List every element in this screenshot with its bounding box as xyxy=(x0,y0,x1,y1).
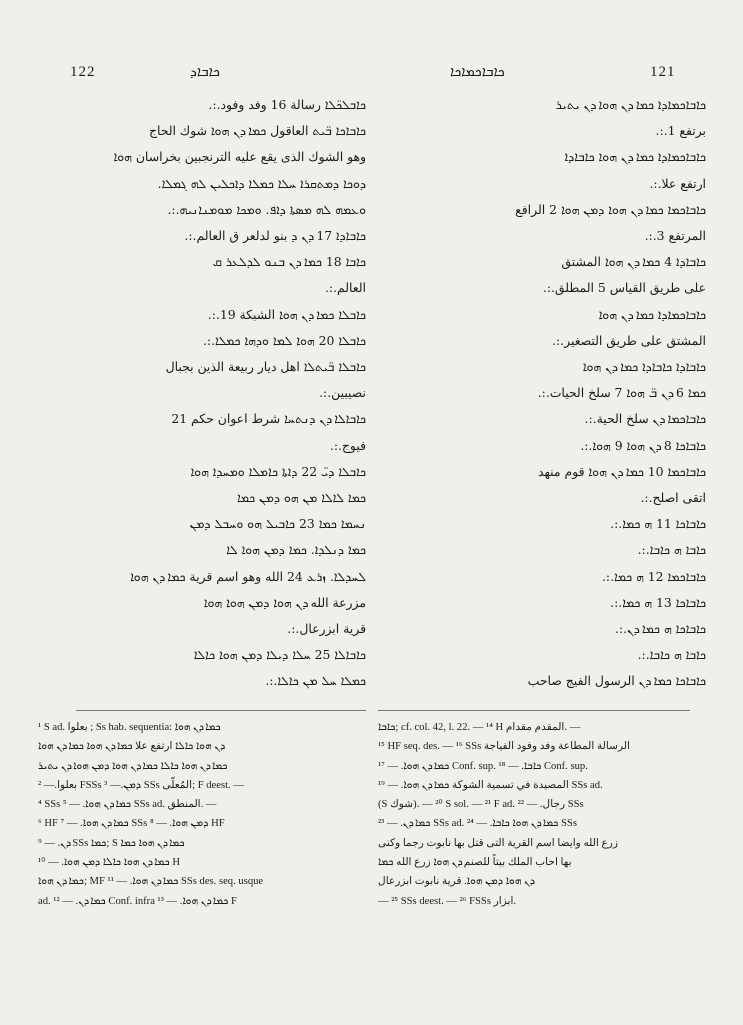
right-footnote-rule xyxy=(378,710,690,711)
entry-line: فيوج.:. xyxy=(329,437,366,453)
entry-line: ܟܐܒܐܟܡܐܕܐ ܟܡܐ ܕܢ ܗܘܐ xyxy=(598,306,706,322)
footnote-line: ¹ S ad. بعلوا ; Ss hab. sequentia: ܟܡܐ ܕܢ ܗܘܐ xyxy=(38,722,221,733)
footnote-line: (S شوك). — ²⁰ S sol. — ²¹ F ad. رجال. — ²² SSs xyxy=(378,799,584,811)
entry-line: ܟܐܒܐܠܐ ܕܢ ܕܢܬܚܐ شرط اعوان حكم 21 xyxy=(171,411,366,427)
entry-line: ܟܐܒܐܠܐ 25 ܚܠܐ ܕܝܠܐ ܕܡܢ ܗܘܐ ܟܐܠܐ xyxy=(193,647,366,663)
left-page-number: 122 xyxy=(70,64,96,80)
entry-line: ܟܡܐ ܠܐܠܐ ܡܢ ܗܘ ܕܡܢ ܟܡܐ xyxy=(236,490,366,506)
entry-line: ܟܡܐ ܕܢܠܕܐ. ܟܡܐ ܕܡܢ ܗܘܐ ܠܐ xyxy=(226,542,366,558)
entry-line: ܟܐܒܐ ܗ ܟܐܒܐ.:. xyxy=(637,542,706,558)
right-column-text xyxy=(376,92,706,692)
left-column-text xyxy=(36,92,366,692)
entry-line: ܟܐܒܐ 18 ܟܡܐ ܕܢ ܒܢܘ ܠܕܠܥܪ ܩ xyxy=(212,254,366,270)
entry-line: ܠܚܕܠܐ. ܙܪܥ 24 الله وهو اسم قرية ܟܡܐ ܕܢ ܗܘܐ xyxy=(130,568,366,584)
right-footnotes xyxy=(378,718,710,1018)
entry-line: ܟܐܒܠܟ̈ܠܐ رسالة 16 وفد وفود.:. xyxy=(208,97,366,112)
footnote-line: ܟܡܐ ܕܢ ܗܘܐ ܟܐܠܐ ܕܡܢ ܗܘܐ. — ¹⁰ H xyxy=(38,857,181,869)
entry-line: ܕܘܟܐ ܕܡܬܩܪܐ ܚܠܐ ܟܡܠܐ ܕܐܟܠܝܢ ܠܗ ܓܡܠܐ. xyxy=(157,175,366,191)
footnote-line: زرع الله وايضا اسم القرية التى قتل بها نابوت رجما وكنى xyxy=(378,837,619,849)
entry-line: ܟܐܒܐ ܗ ܟܐܒܐ.:. xyxy=(637,647,706,663)
entry-line: ܟܐܒܐܟܡܐ 12 ܗ ܟܡܐ.:. xyxy=(601,568,706,584)
footnote-line: ¹⁵ HF seq. des. — ¹⁶ SSs الرسالة المطاعة وفد وفود الفياجة xyxy=(378,741,631,753)
footnote-line: ܕܢ ܗܘܐ ܟܐܠܐ ارتفع علا ܟܡܐ ܕܢ ܗܘܐ ܟܡܐ ܕܢ ܗܘܐ xyxy=(38,741,224,753)
entry-line: ܟܐܒܐܟܐ ܟܡܐ ܕܢ الرسول الفيج صاحب xyxy=(527,673,706,689)
footnote-line: — ²⁵ SSs deest. — ²⁶ FSSs ابزار. xyxy=(378,895,517,907)
left-running-title: ܟܐܒܐܕ xyxy=(190,64,220,80)
entry-line: ܟܐܒܐܕܐ 4 ܟܡܐ ܕܢ ܗܘܐ المشتق xyxy=(561,254,706,270)
entry-line: ܟܐܒܠܐ ܟܡܐ ܕܢ ܗܘܐ الشبكة 19.:. xyxy=(207,306,366,322)
entry-line: ܟܐܒܠܐ ܕܝ̈ 22 ܕܐܬܐ ܟܐܡܠܐ ܘܡܚܕܐ ܗܘܐ xyxy=(190,463,366,479)
entry-line: نصيبين.:. xyxy=(319,385,366,401)
entry-line: على طريق القياس 5 المطلق.:. xyxy=(542,280,706,296)
entry-line: ܟܐܒܐܟܐ 13 ܗ ܟܡܐ.:. xyxy=(610,594,706,610)
entry-line: ܘܥܡܗ ܠܗ ܡܣܬܐ ܕܐܦ. ܘܡܟܐ ܡܘܡܢܐܢܝܗ.:. xyxy=(167,201,366,217)
right-page-number: 121 xyxy=(650,64,676,80)
footnote-line: ⁴ SSs ܟܡܐ ܕܢ ܗܘܐ. — ⁵ SSs ad. المنطق. — xyxy=(38,799,217,811)
entry-line: برتفع 1.:. xyxy=(655,123,706,139)
left-footnote-rule xyxy=(76,710,366,711)
entry-line: ܟܐܒܐܟܐ ܗ ܟܡܐ ܕܢ.:. xyxy=(614,621,706,637)
footnote-line: ܕܢ. — ⁹ SSs ܟܡܐ; S ܟܡܐ ܕܢ ܗܘܐ ܟܡܐ xyxy=(38,837,185,849)
left-footnotes xyxy=(38,718,370,1018)
footnote-line: ܟܡܐ ܕܢ. — ²³ SSs ad. ܟܡܐ ܕܢ ܗܘܐ ܟܐܒܐ. — ²⁴ SSs xyxy=(378,818,577,830)
entry-line: ܟܡܐ 6 ܕܢ ܒ̈ ܗܘܐ 7 سلخ الحيات.:. xyxy=(537,385,706,401)
entry-line: ܟܐܒܐܟܡܐܕܐ ܟܡܐ ܕܢ ܗܘܐ ܕܢ ܝܬܝܪ xyxy=(555,97,706,112)
entry-line: العالم.:. xyxy=(324,280,366,296)
entry-line: ܟܐܒܐܟܐ 11 ܗ ܟܡܐ.:. xyxy=(610,516,706,532)
entry-line: ܟܐܒܠܐ 20 ܗܘܐ ܠܡܐ ܘܕܗܐ ܟܡܠܐ.:. xyxy=(202,332,366,348)
entry-line: ارتفع علا.:. xyxy=(649,175,706,191)
entry-line: ܟܐܒܐܟܐ ܒ̈ܝܬ العاقول ܟܡܐ ܕܢ ܗܘܐ شوك الحاج xyxy=(148,123,366,139)
entry-line: قرية ابزرعال.:. xyxy=(287,621,366,637)
footnote-line: ܕܢ ܗܘܐ ܕܡܢ ܗܘܐ. قرية نابوت ابزرعال xyxy=(378,876,534,888)
entry-line: ܟܡܠܐ ܚܠ ܡܢ ܟܐܠܐ.:. xyxy=(265,673,366,689)
footnote-line: ܟܡܐ ܕܢ ܗܘܐ. — ¹⁷ Conf. sup. ܟܐܒܐ. — ¹⁸ Conf. sup. xyxy=(378,760,588,772)
footnote-line: المصيدة في تسمية الشوكة ܟܡܐ ܕܢ ܗܘܐ. — ¹⁹ SSs ad. xyxy=(378,779,603,791)
footnote-line: بعلوا.— ² FSSs ܕܡܢ.— ³ SSs المُعلّى; F deest. — xyxy=(38,779,244,791)
entry-line: ܟܐܒܠܐ ܒ̈ܝܬܠܐ اهل ديار ربيعة الذين بجبال xyxy=(165,359,366,375)
entry-line: ܟܐܒܐܟܡܐ ܟܡܐ ܕܢ ܗܘܐ ܕܡܢ ܗܘܐ 2 الرافع xyxy=(515,201,706,217)
footnote-line: بها احاب الملك بيتاً للصنم ܕܢ ܗܘܐ زرع الله ܟܡܐ xyxy=(378,857,572,869)
entry-line: اتقى اصلح.:. xyxy=(640,490,706,506)
entry-line: ܟܐܒܐܕܐ ܟܐܒܐܕܐ ܟܡܐ ܕܢ ܗܘܐ xyxy=(582,359,706,375)
right-running-title: ܟܐܒܐܟܡܐܟܐ xyxy=(450,64,505,80)
footnote-line: ܟܐܒܐ; cf. col. 42, l. 22. — ¹⁴ H المقدم مقدام. — xyxy=(378,722,581,733)
entry-line: مزرعة الله ܕܢ ܗܘܐ ܕܡܢ ܗܘܐ ܗܘܐ xyxy=(203,594,366,610)
entry-line: ܢܚܡܐ ܟܡܐ 23 ܟܐܒܝܠ ܗܘ ܘܚܒܠ ܕܡܢ xyxy=(189,516,366,532)
entry-line: ܟܐܒܐܟܐ 8 ܕܢ ܗܘܐ 9 ܗܘܐ.:. xyxy=(580,437,706,453)
footnote-line: ⁶ HF ܟܡܐ ܕܢ ܗܘܐ. — ⁷ SSs ܕܡܢ ܗܘܐ. — ⁸ HF xyxy=(38,818,225,830)
entry-line: ܟܐܒܐܟܡܐ 10 ܟܡܐ ܕܢ ܗܘܐ قوم منهد xyxy=(537,463,706,479)
entry-line: المشتق على طريق التصغير.:. xyxy=(552,332,706,348)
entry-line: ܟܐܒܐܟܡܐ ܕܢ سلخ الحية.:. xyxy=(584,411,706,427)
footnote-line: ܟܡܐ ܕܢ ܗܘܐ; MF ܟܡܐ ܕܢ ܗܘܐ. — ¹¹ SSs des. seq. usque xyxy=(38,876,264,888)
entry-line: ܟܐܒܐܟܡܐܕܐ ܟܡܐ ܕܢ ܗܘܐ ܟܐܒܐܕܐ xyxy=(564,149,706,165)
footnote-line: ܟܡܐ ܕܢ ܗܘܐ ܟܐܠܐ ܟܡܐ ܕܢ ܗܘܐ ܕܡܢ ܗܘܐ ܕܢ ܝܬܝܪ xyxy=(38,760,228,772)
entry-line: وهو الشوك الذى يقع عليه الترنجبين بخراسان ܗܘܐ xyxy=(113,149,366,165)
entry-line: ܟܐܒܐܕܐ 17 ܕܢ ܕ بنو لدلعر ق العالم.:. xyxy=(184,228,366,244)
footnote-line: ad. ܟܡܐ ܕܢ. — ¹² Conf. infra ܟܡܐ ܕܢ ܗܘܐ. — ¹³ F xyxy=(38,895,237,907)
entry-line: المرتفع 3.:. xyxy=(644,228,706,244)
